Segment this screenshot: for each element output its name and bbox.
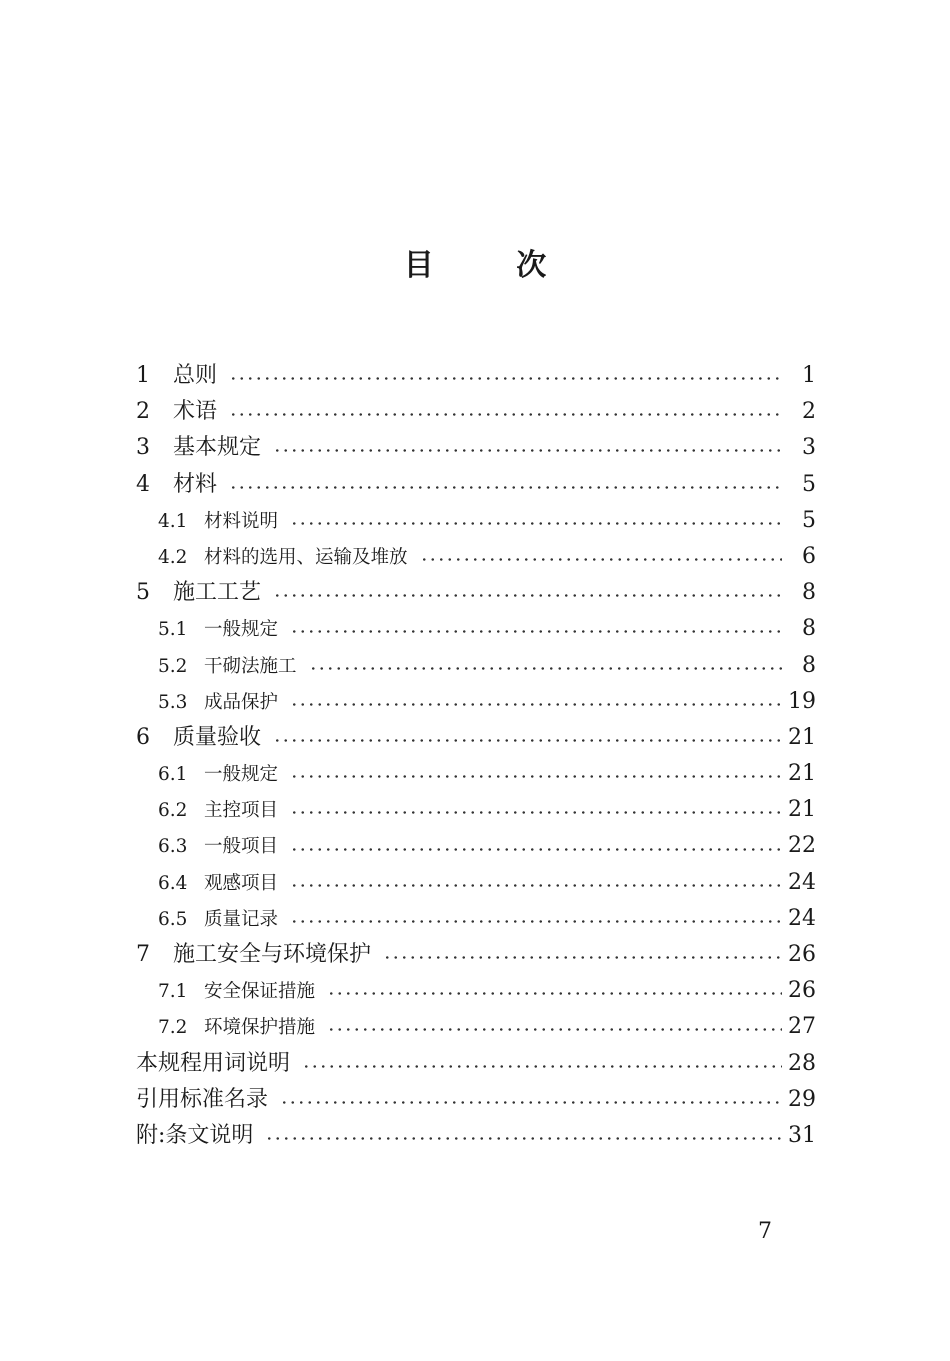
toc-entry-number: 5.2 xyxy=(158,655,188,677)
dot-leader xyxy=(309,664,782,674)
toc-entry-label: 附:条文说明 xyxy=(136,1122,254,1148)
dot-leader xyxy=(290,519,782,529)
toc-subentry[interactable] xyxy=(136,648,816,684)
dot-leader xyxy=(383,953,782,963)
toc-entry-number: 4 xyxy=(136,471,150,497)
toc-entry-label: 施工工艺 xyxy=(173,580,262,606)
toc-entry-label: 质量记录 xyxy=(204,908,279,930)
toc-entry-page: 28 xyxy=(788,1050,816,1076)
toc-entry-page: 24 xyxy=(788,905,816,931)
toc-entry[interactable] xyxy=(136,430,816,466)
dot-leader xyxy=(273,446,782,456)
toc-entry-page: 5 xyxy=(802,507,816,533)
toc-entry-page: 27 xyxy=(788,1014,816,1040)
toc-entry-number: 6.2 xyxy=(158,800,188,822)
page-number: 7 xyxy=(758,1219,772,1244)
toc-entry-page: 8 xyxy=(802,616,816,642)
toc-subentry[interactable] xyxy=(136,865,816,901)
toc-entry-number: 3 xyxy=(136,435,150,461)
toc-entry-page: 8 xyxy=(802,652,816,678)
dot-leader xyxy=(420,555,782,565)
toc-entry-label: 一般项目 xyxy=(204,836,279,858)
toc-entry-number: 6 xyxy=(136,724,150,750)
toc-entry-number: 7 xyxy=(136,942,150,967)
toc-entry-label: 干砌法施工 xyxy=(204,655,297,677)
toc-entry-number: 2 xyxy=(136,399,150,425)
dot-leader xyxy=(229,410,782,420)
toc-entry-page: 2 xyxy=(802,399,816,425)
toc-entry-number: 5 xyxy=(136,580,150,606)
toc-entry-page: 26 xyxy=(788,978,816,1004)
dot-leader xyxy=(327,1025,782,1035)
dot-leader xyxy=(290,700,782,710)
toc-entry-page: 5 xyxy=(802,471,816,497)
dot-leader xyxy=(302,1062,782,1072)
toc-entry-label: 一般规定 xyxy=(204,764,279,786)
toc-entry-page: 26 xyxy=(788,942,816,967)
toc-entry-page: 19 xyxy=(788,688,816,714)
toc-entry-label: 材料说明 xyxy=(204,510,279,532)
toc-subentry[interactable] xyxy=(136,539,816,575)
toc-entry-page: 22 xyxy=(788,833,816,859)
toc-entry-label: 主控项目 xyxy=(204,800,279,822)
toc-appendix-entry[interactable] xyxy=(136,1046,816,1082)
toc-entry-number: 4.2 xyxy=(158,546,188,568)
toc-subentry[interactable] xyxy=(136,756,816,792)
toc-entry-label: 质量验收 xyxy=(173,724,262,750)
toc-entry-page: 6 xyxy=(802,543,816,569)
toc-entry-page: 29 xyxy=(788,1086,816,1112)
toc-entry-number: 6.5 xyxy=(158,908,188,930)
toc-entry[interactable] xyxy=(136,467,816,503)
toc-subentry[interactable] xyxy=(136,792,816,828)
toc-appendix-entry[interactable] xyxy=(136,1118,816,1154)
toc-entry-label: 引用标准名录 xyxy=(136,1086,269,1112)
toc-entry[interactable] xyxy=(136,575,816,611)
toc-entry-label: 一般规定 xyxy=(204,619,279,641)
toc-entry-number: 6.4 xyxy=(158,872,188,894)
toc-entry-number: 5.1 xyxy=(158,619,188,641)
toc-entry-label: 基本规定 xyxy=(173,435,262,461)
toc-entry-page: 24 xyxy=(788,869,816,895)
dot-leader xyxy=(290,808,782,818)
toc-entry-page: 31 xyxy=(788,1122,816,1148)
toc-subentry[interactable] xyxy=(136,901,816,937)
toc-entry-label: 材料的选用、运输及堆放 xyxy=(204,546,408,568)
dot-leader xyxy=(327,989,782,999)
dot-leader xyxy=(290,917,782,927)
page-title: 目 次 xyxy=(403,248,583,283)
toc-entry[interactable] xyxy=(136,394,816,430)
toc-entry[interactable] xyxy=(136,358,816,394)
toc-entry-number: 1 xyxy=(136,363,150,388)
dot-leader xyxy=(265,1134,782,1144)
dot-leader xyxy=(280,1098,782,1108)
toc-entry-number: 4.1 xyxy=(158,510,188,532)
toc-entry[interactable] xyxy=(136,937,816,973)
toc-entry-number: 5.3 xyxy=(158,691,188,713)
toc-subentry[interactable] xyxy=(136,611,816,647)
toc-entry-number: 6.3 xyxy=(158,836,188,858)
toc-entry-label: 观感项目 xyxy=(204,872,279,894)
dot-leader xyxy=(290,772,782,782)
toc-entry-label: 环境保护措施 xyxy=(204,1017,316,1039)
toc-entry-page: 21 xyxy=(788,797,816,823)
toc-entry-label: 材料 xyxy=(173,471,218,497)
toc-entry-page: 1 xyxy=(802,363,816,388)
dot-leader xyxy=(290,845,782,855)
toc-entry-label: 成品保护 xyxy=(204,691,279,713)
toc-subentry[interactable] xyxy=(136,973,816,1009)
toc-entry-number: 7.2 xyxy=(158,1017,188,1039)
toc-entry-number: 7.1 xyxy=(158,981,188,1003)
toc-entry-label: 安全保证措施 xyxy=(204,981,316,1003)
toc-subentry[interactable] xyxy=(136,1009,816,1045)
toc-entry-label: 施工安全与环境保护 xyxy=(173,942,372,967)
table-of-contents xyxy=(136,358,816,1154)
dot-leader xyxy=(290,881,782,891)
toc-entry-page: 8 xyxy=(802,580,816,606)
toc-entry-label: 本规程用词说明 xyxy=(136,1050,291,1076)
toc-entry-page: 21 xyxy=(788,761,816,787)
toc-entry-page: 21 xyxy=(788,724,816,750)
toc-subentry[interactable] xyxy=(136,828,816,864)
toc-subentry[interactable] xyxy=(136,684,816,720)
dot-leader xyxy=(290,627,782,637)
toc-entry-label: 总则 xyxy=(173,363,218,388)
toc-entry[interactable] xyxy=(136,720,816,756)
dot-leader xyxy=(273,736,782,746)
toc-entry-page: 3 xyxy=(802,435,816,461)
dot-leader xyxy=(229,374,782,384)
dot-leader xyxy=(229,483,782,493)
toc-subentry[interactable] xyxy=(136,503,816,539)
dot-leader xyxy=(273,591,782,601)
toc-entry-label: 术语 xyxy=(173,399,218,425)
toc-entry-number: 6.1 xyxy=(158,764,188,786)
toc-appendix-entry[interactable] xyxy=(136,1082,816,1118)
